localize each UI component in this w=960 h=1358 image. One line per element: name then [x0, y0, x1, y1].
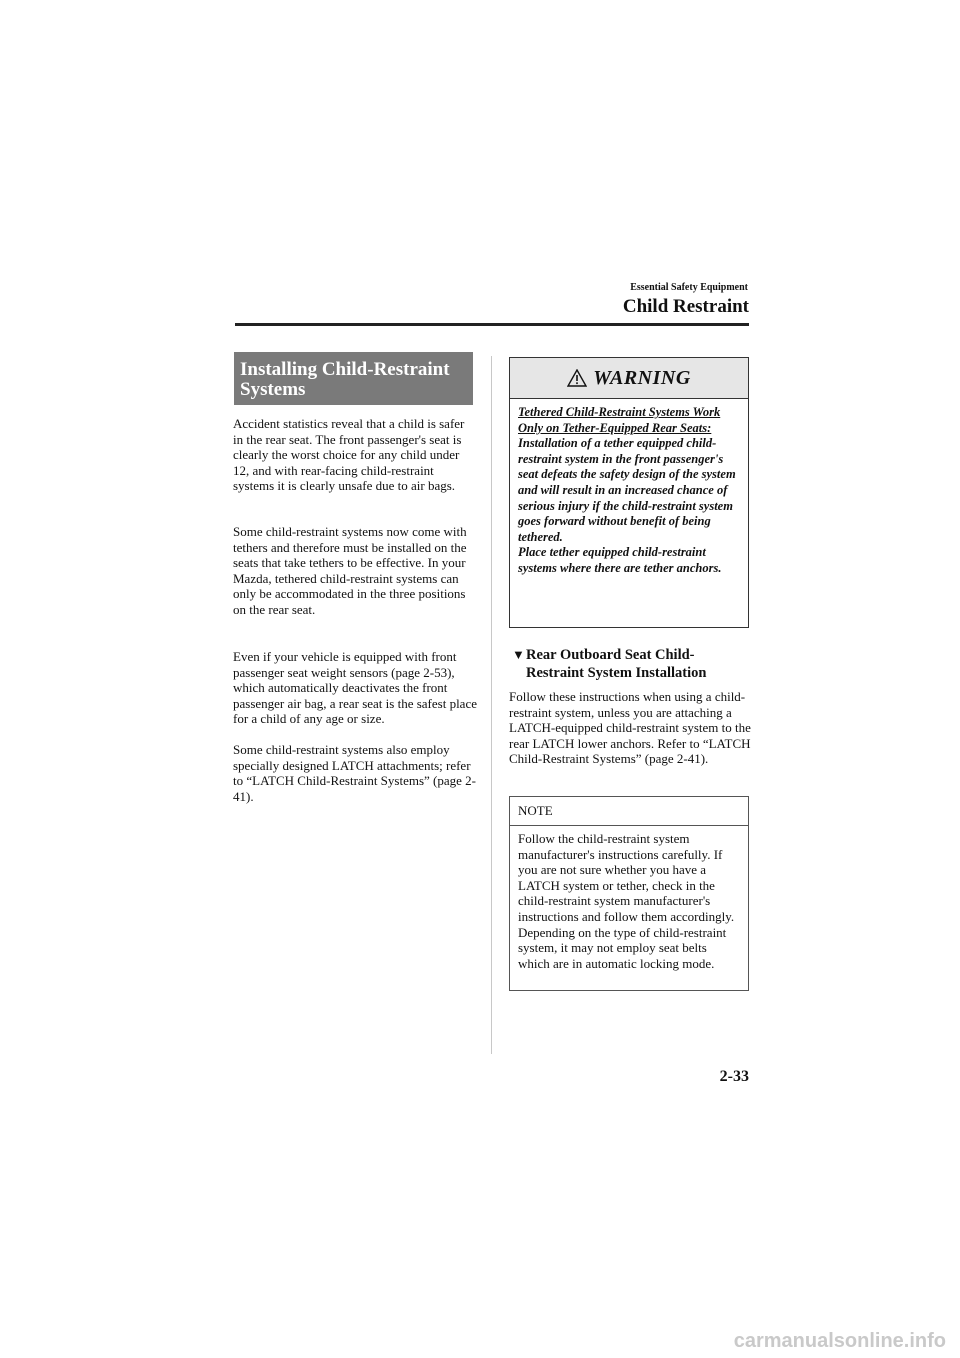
warning-header [510, 358, 748, 399]
left-paragraph-2: Some child-restraint systems now come with tethers and therefore must be installed on the seats that take tethers to be effective. In your Mazda, tethered child-restraint systems can only be accommodated in the three positions on the rear seat. [233, 524, 467, 617]
header-section-label: Essential Safety Equipment [630, 282, 748, 293]
page-number: 2-33 [719, 1068, 749, 1085]
left-paragraph-1: Accident statistics reveal that a child is safer in the rear seat. The front passenger's seat is clearly the worst choice for any child under 12, and with rear-facing child-restraint systems it is clearly unsafe due to air bags. [233, 416, 465, 494]
subsection-heading [512, 646, 752, 682]
subsection-title-line1: Rear Outboard Seat Child- [526, 647, 695, 663]
header-title: Child Restraint [622, 296, 749, 317]
column-divider [491, 356, 492, 1054]
note-box [509, 796, 749, 991]
warning-triangle-icon [567, 369, 587, 387]
watermark: carmanualsonline.info [733, 1330, 946, 1352]
section-heading [234, 352, 473, 405]
warning-text-1: Installation of a tether equipped child-restraint system in the front passenger's seat defeats the safety design of the system and will result in an increased chance of serious injury if the child-restraint system goes forward without benefit of being tethered. [518, 436, 736, 544]
triangle-marker-icon: ▼ [512, 647, 525, 662]
subsection-paragraph: Follow these instructions when using a child-restraint system, unless you are attaching a LATCH-equipped child-restraint system to the rear LATCH lower anchors. Refer to “LATCH Child-Restraint Systems” (page 2-41). [509, 689, 751, 767]
left-paragraph-3: Even if your vehicle is equipped with front passenger seat weight sensors (page 2-53), which automatically deactivates the front passenger air bag, a rear seat is the safest place for a child of any age or size. [233, 649, 477, 727]
note-label: NOTE [510, 797, 748, 826]
note-body: Follow the child-restraint system manufacturer's instructions carefully. If you are not sure whether you have a LATCH system or tether, check in the child-restraint system manufacturer's instructions and follow them accordingly. Depending on the type of child-restraint system, it may not employ seat belts which are in automatic locking mode. [518, 831, 735, 971]
section-heading-line1: Installing Child-Restraint [240, 359, 450, 380]
section-heading-line2: Systems [240, 379, 306, 400]
subsection-title-line2: Restraint System Installation [526, 665, 707, 681]
warning-box [509, 357, 749, 628]
warning-text-2: Place tether equipped child-restraint systems where there are tether anchors. [518, 545, 722, 575]
header-rule [235, 323, 749, 326]
left-paragraph-4: Some child-restraint systems also employ specially designed LATCH attachments; refer to “LATCH Child-Restraint Systems” (page 2-41). [233, 742, 476, 804]
warning-label: WARNING [593, 366, 691, 389]
warning-title: Tethered Child-Restraint Systems Work Only on Tether-Equipped Rear Seats: [518, 405, 721, 435]
warning-body [510, 399, 748, 577]
